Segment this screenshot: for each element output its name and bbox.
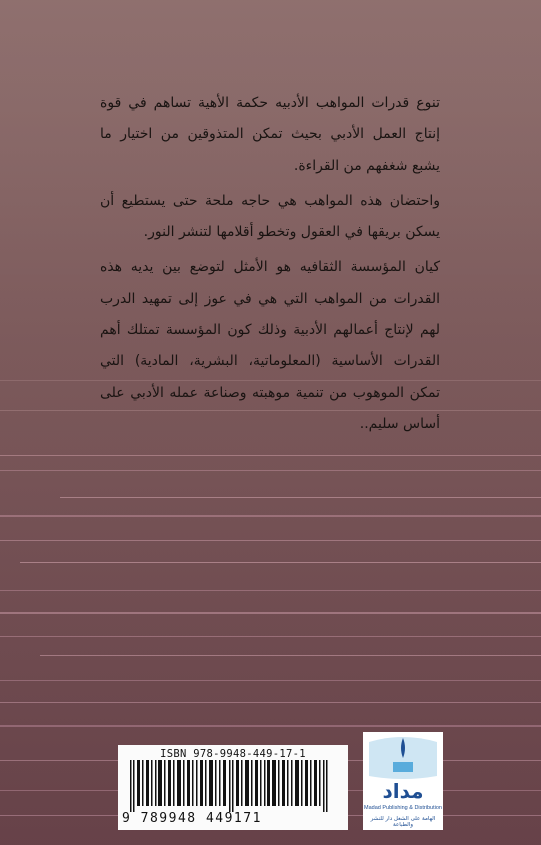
publisher-logo — [363, 732, 443, 830]
publisher-tagline-arabic: الهامة على الشغل دار للنشر والطباعة — [370, 816, 436, 828]
publisher-mark-icon — [363, 732, 443, 782]
paragraph-2: واحتضان هذه المواهب هي حاجه ملحة حتى يستطيع أن يسكن بريقها في العقول وتخطو أقلامها لتنشر النور. — [100, 192, 440, 241]
back-cover-text — [100, 88, 440, 444]
isbn-label: ISBN 978-9948-449-17-1 — [160, 748, 306, 760]
barcode-digits: 9 789948 449171 — [122, 811, 262, 826]
paragraph-3: كيان المؤسسة الثقافيه هو الأمثل لتوضع بين يديه هذه القدرات من المواهب التي هي في عوز إلى تمهيد الدرب لهم لإنتاج أعمالهم الأدبية وذلك كون المؤسسة تمتلك أهم القدرات الأساسية (المعلوماتية، البشرية، المادية) التي تمكن الموهوب من تنمية موهبته وصناعة عمله الأدبي على أساس سليم.. — [100, 259, 440, 432]
paragraph-1: تنوع قدرات المواهب الأدبيه حكمة الأهية تساهم في قوة إنتاج العمل الأدبي بحيث تمكن المتذوقين من اختيار ما يشبع شغفهم من القراءة. — [100, 95, 440, 174]
isbn-barcode — [118, 745, 348, 830]
publisher-name-english: Madad Publishing & Distribution — [364, 805, 442, 811]
barcode-bars — [120, 760, 346, 812]
publisher-name: مداد — [382, 779, 424, 803]
